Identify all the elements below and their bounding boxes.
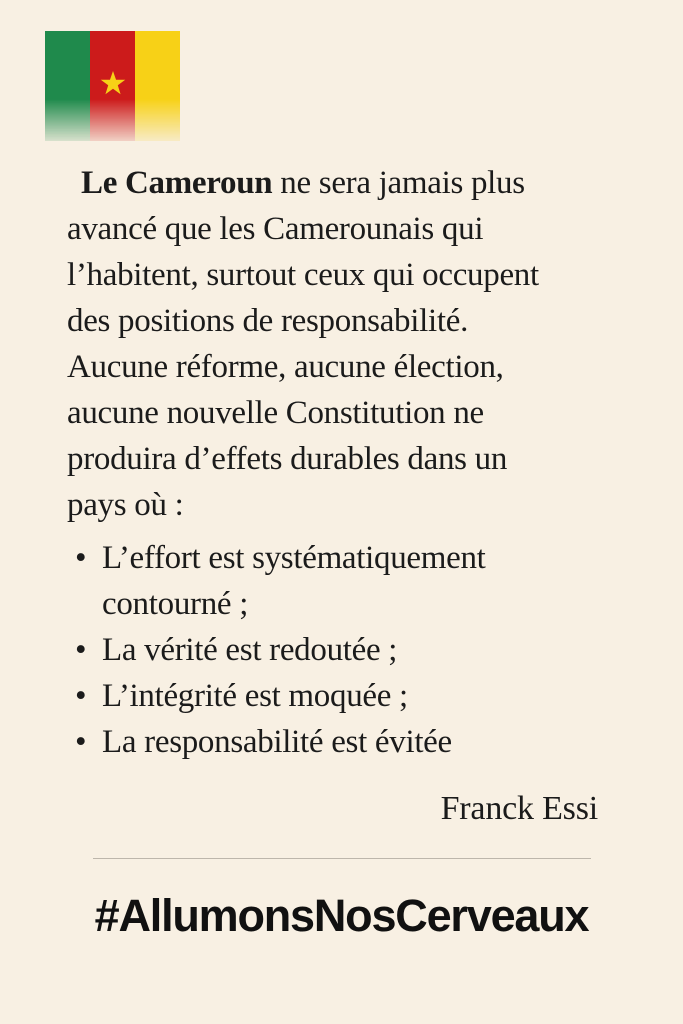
divider [93, 858, 591, 859]
quote-line-4: des positions de responsabilité. [67, 303, 469, 339]
star-icon [99, 69, 127, 97]
bullet-list [75, 535, 635, 765]
list-item-text: L’intégrité est moquée ; [102, 678, 408, 714]
quote-line-6: aucune nouvelle Constitution ne [67, 395, 484, 431]
author-signature: Franck Essi [440, 790, 598, 827]
bullet-icon: • [75, 540, 87, 576]
list-item [75, 673, 635, 719]
bullet-icon: • [75, 678, 87, 714]
quote-line-3: qui occupent [364, 257, 539, 293]
flag-red-band [90, 31, 135, 141]
quote-line-5: Aucune réforme, aucune élection, [67, 349, 504, 385]
quote-line-2: avancé que les Camerounais qui [67, 211, 484, 247]
list-item-text-continued: contourné ; [102, 586, 249, 622]
bullet-icon: • [75, 632, 87, 668]
cameroon-flag-icon [45, 31, 180, 141]
list-item [75, 627, 635, 673]
list-item [75, 535, 635, 627]
quote-line-7: produira d’effets durables dans un [67, 441, 508, 477]
list-item-text: L’effort est systématiquement [102, 540, 486, 576]
bullet-icon: • [75, 724, 87, 760]
flag-yellow-band [135, 31, 180, 141]
list-item-text: La responsabilité est évitée [102, 724, 452, 760]
flag-green-band [45, 31, 90, 141]
list-item [75, 719, 635, 765]
quote-bold-phrase: Le Cameroun [81, 165, 273, 201]
quote-line-3-bold: l’habitent, surtout ceux [67, 257, 365, 293]
quote-paragraph [67, 160, 677, 528]
quote-line-1: ne sera jamais plus [272, 165, 525, 201]
hashtag: #AllumonsNosCerveaux [94, 890, 589, 941]
list-item-text: La vérité est redoutée ; [102, 632, 398, 668]
quote-line-8: pays où : [67, 487, 184, 523]
